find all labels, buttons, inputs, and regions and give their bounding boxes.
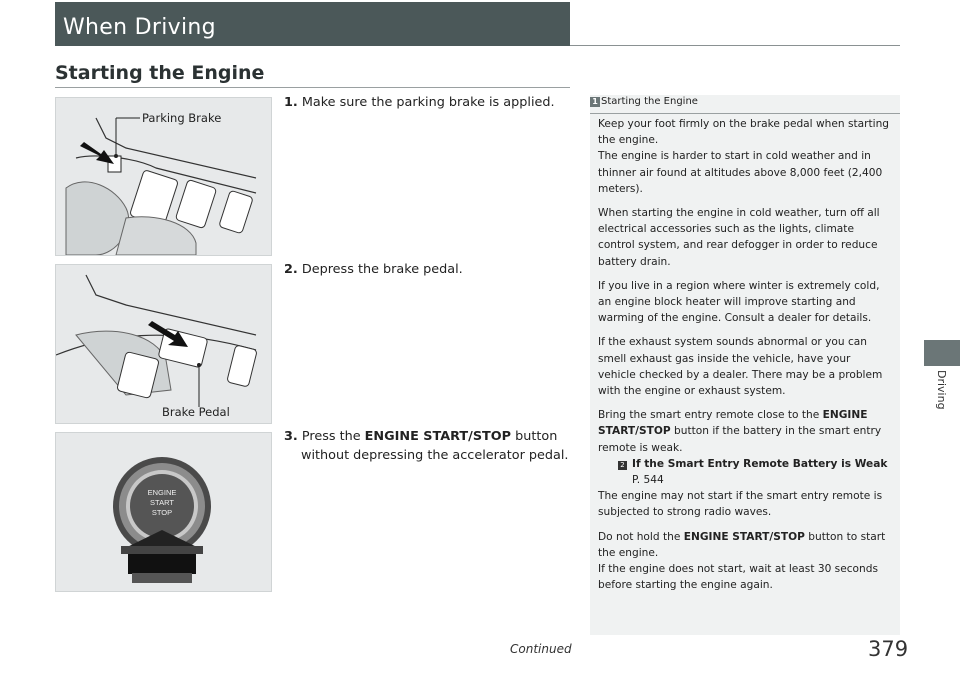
- section-title: Starting the Engine: [55, 62, 265, 84]
- header-rule: [570, 45, 900, 46]
- step-2: [284, 260, 574, 279]
- step-3-button-name: ENGINE START/STOP: [364, 429, 512, 444]
- note-icon: 1: [590, 97, 600, 107]
- note-p6: The engine may not start if the smart entry remote is subjected to strong radio waves.: [598, 490, 883, 519]
- step-3-number: 3.: [284, 429, 298, 444]
- note-title: Starting the Engine: [601, 96, 698, 107]
- button-text-engine: ENGINE: [147, 488, 177, 497]
- reference-title: If the Smart Entry Remote Battery is Weak: [632, 457, 888, 470]
- step-1-number: 1.: [284, 95, 298, 110]
- chapter-tab-label: Driving: [935, 370, 948, 410]
- parking-brake-figure: [55, 97, 272, 256]
- note-p7-bold: ENGINE START/STOP: [683, 530, 805, 543]
- start-button-illustration: [56, 433, 271, 591]
- note-body: [598, 116, 890, 601]
- note-p5-post: button if the battery in the smart entry remote is weak.: [598, 425, 882, 454]
- cross-reference-link[interactable]: [598, 456, 890, 488]
- note-p2: When starting the engine in cold weather, turn off all electrical accessories such as the lights, climate control system, and rear defogger in order to reduce battery drain.: [598, 207, 880, 268]
- note-p7-pre: Do not hold the: [598, 530, 684, 543]
- page-number: 379: [868, 637, 909, 661]
- step-2-text: Depress the brake pedal.: [301, 262, 463, 277]
- chapter-header: [55, 2, 570, 46]
- note-p7-post: button to start the engine.: [598, 530, 886, 559]
- note-p1: Keep your foot firmly on the brake pedal when starting the engine.: [598, 118, 890, 147]
- note-p5-pre: Bring the smart entry remote close to the: [598, 409, 823, 422]
- step-3-text-pre: Press the: [301, 429, 365, 444]
- chapter-thumb-tab[interactable]: [924, 340, 960, 366]
- reference-page: P. 544: [632, 474, 664, 487]
- note-p4: If the exhaust system sounds abnormal or you can smell exhaust gas inside the vehicle, have your vehicle checked by a dealer. There may be a problem with the engine or exhaust system.: [598, 336, 883, 398]
- step-3-text-line2: without depressing the accelerator pedal.: [301, 448, 569, 463]
- continued-label: Continued: [510, 642, 572, 656]
- step-1: [284, 93, 574, 112]
- step-3-text-post: button: [511, 429, 558, 444]
- brake-pedal-label: Brake Pedal: [162, 405, 230, 419]
- note-p7b: If the engine does not start, wait at least 30 seconds before starting the engine again.: [598, 563, 878, 592]
- note-title-bar: [590, 95, 900, 114]
- step-3: [284, 427, 574, 465]
- step-2-number: 2.: [284, 262, 298, 277]
- note-p1b: The engine is harder to start in cold weather and in thinner air found at altitudes above 8,000 feet (2,400 meters).: [598, 150, 883, 195]
- note-p3: If you live in a region where winter is extremely cold, an engine block heater will improve starting and warming of the engine. Consult a dealer for details.: [598, 279, 880, 325]
- brake-pedal-illustration: [56, 265, 271, 423]
- button-text-start: START: [150, 498, 174, 507]
- start-button-figure: [55, 432, 272, 592]
- section-rule: [55, 87, 570, 88]
- reference-arrow-icon: 2: [618, 461, 627, 470]
- parking-brake-label: Parking Brake: [142, 111, 222, 125]
- chapter-title: When Driving: [63, 15, 216, 40]
- brake-pedal-figure: [55, 264, 272, 424]
- step-1-text: Make sure the parking brake is applied.: [301, 95, 555, 110]
- button-text-stop: STOP: [151, 508, 173, 517]
- note-p5-bold: ENGINE START/STOP: [598, 409, 868, 438]
